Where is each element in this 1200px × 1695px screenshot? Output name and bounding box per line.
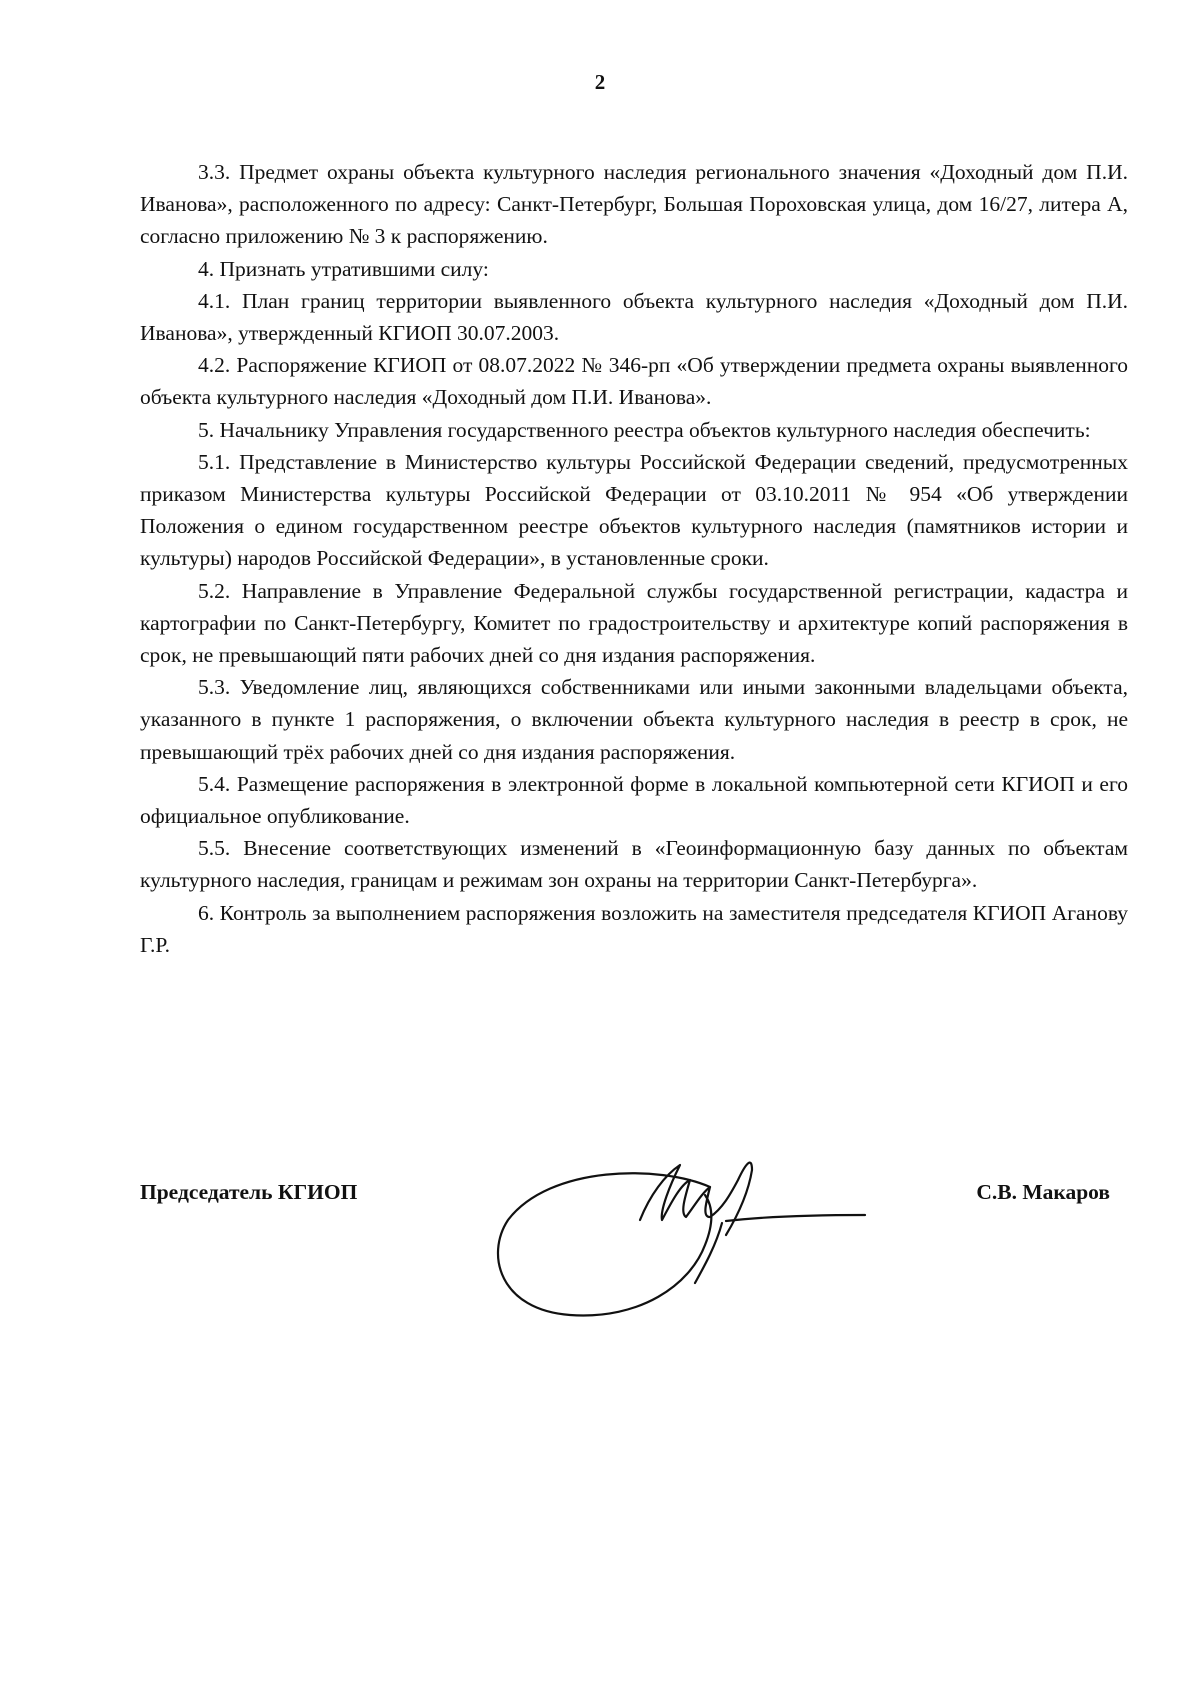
- paragraph-4-2: 4.2. Распоряжение КГИОП от 08.07.2022 № 346-рп «Об утверждении предмета охраны выявленного объекта культурного наследия «Доходный дом П.И. Иванова».: [140, 353, 1128, 410]
- document-body: [140, 156, 1128, 961]
- page-number: 2: [594, 70, 606, 94]
- paragraph-4: 4. Признать утратившими силу:: [198, 256, 489, 281]
- paragraph-5-5: 5.5. Внесение соответствующих изменений в «Геоинформационную базу данных по объектам культурного наследия, границам и режимам зон охраны на территории Санкт-Петербурга».: [140, 836, 1128, 893]
- signatory-name: С.В. Макаров: [976, 1180, 1110, 1204]
- signature-loop-stroke: [498, 1173, 711, 1315]
- paragraph-5: 5. Начальнику Управления государственного реестра объектов культурного наследия обеспечить:: [198, 417, 1091, 442]
- paragraph-4-1: 4.1. План границ территории выявленного объекта культурного наследия «Доходный дом П.И. Иванова», утвержденный КГИОП 30.07.2003.: [140, 288, 1128, 346]
- paragraph-5-2: 5.2. Направление в Управление Федеральной службы государственной регистрации, кадастра и картографии по Санкт-Петербургу, Комитет по градостроительству и архитектуре копий распоряжения в срок, не превышающий пяти рабочих дней со дня издания распоряжения.: [140, 578, 1128, 668]
- paragraph-5-4: 5.4. Размещение распоряжения в электронной форме в локальной компьютерной сети КГИОП и его официальное опубликование.: [140, 771, 1128, 829]
- handwritten-signature: [490, 1125, 930, 1325]
- paragraph-6: 6. Контроль за выполнением распоряжения возложить на заместителя председателя КГИОП Аганову Г.Р.: [140, 900, 1128, 957]
- signatory-position: Председатель КГИОП: [140, 1180, 358, 1204]
- paragraph-3-3: 3.3. Предмет охраны объекта культурного наследия регионального значения «Доходный дом П.И. Иванова», расположенного по адресу: Санкт-Петербург, Большая Пороховская улица, дом 16/27, литера А, согласно приложению № 3 к распоряжению.: [140, 160, 1128, 249]
- paragraph-5-3: 5.3. Уведомление лиц, являющихся собственниками или иными законными владельцами объекта, указанного в пункте 1 распоряжения, о включении объекта культурного наследия в реестр в срок, не превышающий трёх рабочих дней со дня издания распоряжения.: [140, 675, 1128, 764]
- signature-flourish-stroke: [726, 1215, 865, 1221]
- paragraph-5-1: 5.1. Представление в Министерство культуры Российской Федерации сведений, предусмотренных приказом Министерства культуры Российской Федерации от 03.10.2011 № 954 «Об утверждении Положения о едином государственном реестре объектов культурного наследия (памятников истории и культуры) народов Российской Федерации», в установленные сроки.: [140, 449, 1128, 571]
